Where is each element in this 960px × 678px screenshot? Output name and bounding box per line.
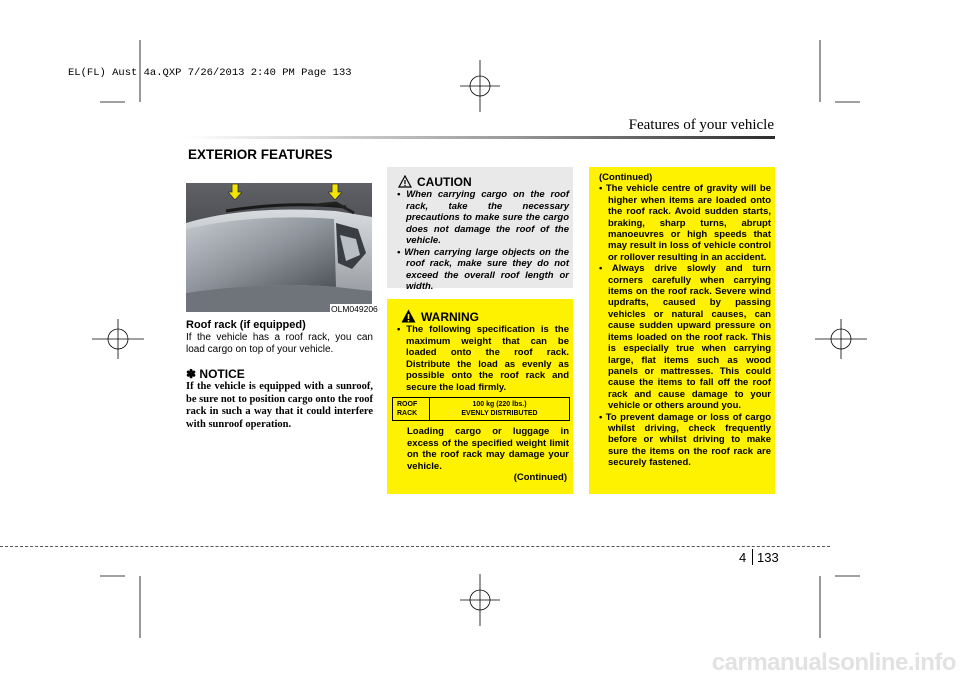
notice-heading-text: NOTICE — [199, 367, 245, 381]
figure-code: OLM049206 — [331, 304, 378, 314]
section-title: EXTERIOR FEATURES — [188, 147, 333, 162]
page-number-divider — [752, 549, 753, 565]
print-slug: EL(FL) Aust 4a.QXP 7/26/2013 2:40 PM Page 133 — [68, 67, 352, 79]
roof-rack-spec-table — [392, 397, 570, 421]
spec-value-line: EVENLY DISTRIBUTED — [461, 410, 538, 417]
warning-heading: WARNING — [421, 310, 479, 324]
continued-item-text: To prevent damage or loss of cargo whilst driving, check frequently before or whilst driving to make sure the items on the roof rack are securely fastened. — [605, 411, 772, 469]
caution-list — [397, 189, 569, 293]
arrow-icon — [328, 184, 342, 200]
footer-dashed-rule — [0, 546, 830, 547]
chapter-number: 4 — [739, 550, 747, 565]
roof-rack-photo — [186, 183, 372, 312]
list-item: • Always drive slowly and turn corners carefully when carrying items on the roof rack. Severe wind updrafts, caused by passing vehicles or natural causes, can cause sudden upward pressure on items loaded on the roof rack. This is especially true when carrying large, flat items such as wood panels or mattresses. This could cause the items to fall off the roof rack and cause damage to your vehicle or others around you. — [599, 263, 771, 412]
notice-text: If the vehicle is equipped with a sunroof, be sure not to position cargo onto the roof rack in such a way that it could interfere with sunroof operation. — [186, 381, 373, 430]
spec-value — [430, 398, 569, 420]
caution-item-text: When carrying large objects on the roof rack, make sure they do not exceed the overall roof length or width. — [404, 246, 569, 292]
warning-tail-text: Loading cargo or luggage in excess of the specified weight limit on the roof rack may damage your vehicle. — [407, 426, 569, 472]
roof-rack-text: If the vehicle has a roof rack, you can load cargo on top of your vehicle. — [186, 332, 373, 355]
continued-heading: (Continued) — [599, 172, 653, 183]
spec-label-line: RACK — [397, 410, 418, 417]
warning-continued: (Continued) — [513, 472, 567, 483]
continued-warning-box — [589, 167, 775, 494]
header-rule — [185, 136, 775, 139]
continued-body — [599, 172, 771, 469]
caution-box — [387, 167, 573, 292]
notice-symbol-icon: ✽ — [186, 367, 197, 381]
spec-label-line: ROOF — [397, 401, 418, 408]
caution-heading: CAUTION — [417, 175, 472, 189]
arrow-icon — [228, 184, 242, 200]
list-item: • The vehicle centre of gravity will be higher when items are loaded onto the roof rack. Avoid sudden starts, braking, sharp turns, abrupt manoeuvres or high speeds that may result in loss of vehicle control or rollover resulting in an accident. — [599, 183, 771, 263]
watermark: carmanualsonline.info — [711, 649, 956, 676]
page-number: 133 — [757, 550, 779, 565]
warning-item-text: The following specification is the maximum weight that can be loaded onto the roof rack. Distribute the load as evenly as possible onto the roof rack and secure the load firmly. — [406, 324, 569, 393]
spec-label — [393, 398, 430, 420]
notice-heading — [186, 367, 373, 381]
list-item: • When carrying large objects on the roof rack, make sure they do not exceed the overall roof length or width. — [397, 246, 569, 292]
spec-value-line: 100 kg (220 lbs.) — [472, 401, 527, 408]
warning-body — [397, 324, 569, 393]
continued-item-text: Always drive slowly and turn corners carefully when carrying items on the roof rack. Severe wind updrafts, caused by passing vehicles or natural causes, can cause sudden upward pressure on items loaded on the roof rack. This is especially true when carrying large, flat items such as wood panels or mattresses. This could cause the items to fall off the roof rack and cause damage to your vehicle or others around you. — [608, 263, 771, 412]
list-item: • When carrying cargo on the roof rack, take the necessary precautions to make sure the cargo does not damage the roof of the vehicle. — [397, 189, 569, 246]
page-header-title: Features of your vehicle — [628, 117, 774, 133]
list-item: • To prevent damage or loss of cargo whilst driving, check frequently before or whilst driving to make sure the items on the roof rack are securely fastened. — [599, 411, 772, 469]
caution-item-text: When carrying cargo on the roof rack, take the necessary precautions to make sure the cargo does not damage the roof of the vehicle. — [406, 189, 569, 246]
roof-rack-heading: Roof rack (if equipped) — [186, 319, 306, 331]
list-item: • The following specification is the maximum weight that can be loaded onto the roof rack. Distribute the load as evenly as possible onto the roof rack and secure the load firmly. — [397, 324, 569, 393]
continued-item-text: The vehicle centre of gravity will be higher when items are loaded onto the roof rack. Avoid sudden starts, braking, sharp turns, abrupt manoeuvres or high speeds that may result in loss of vehicle control or rollover resulting in an accident. — [605, 183, 771, 263]
